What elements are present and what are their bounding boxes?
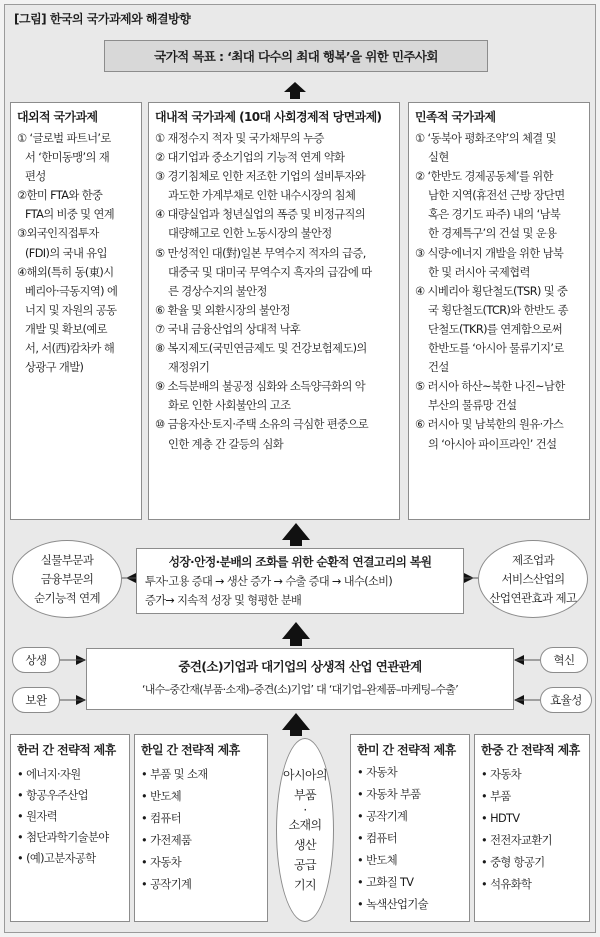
list-item: • 컴퓨터 (141, 808, 261, 830)
list-item: 편성 (25, 170, 46, 184)
hub-line: 기지 (294, 878, 316, 892)
list-item: • 녹색산업기술 (357, 894, 463, 916)
list-item: 혹은 경기도 파주) 내의 ‘남북 (428, 208, 561, 222)
list-item: ③ 식량·에너지 개발을 위한 남북 (415, 246, 564, 260)
up-arrow-middle (282, 523, 310, 546)
list-item: 재정위기 (168, 361, 210, 375)
hub-line: · (303, 803, 307, 817)
list-item: 개발 및 확보(예로 (25, 322, 107, 336)
list-item: 한 및 러시아 국제협력 (428, 265, 530, 279)
ellipse-line: 실물부문과 (40, 552, 94, 567)
hub-line: 생산 (294, 838, 316, 852)
list-item: ④해외(특히 동(東)시 (17, 265, 114, 279)
list-item: (FDI)의 국내 유입 (25, 246, 107, 260)
list-item: 과도한 가계부채로 인한 내수시장의 침체 (168, 189, 356, 203)
list-item: ②한미 FTA와 한중 (17, 189, 103, 203)
list-item: • 중형 항공기 (481, 852, 583, 874)
up-arrow-hub (282, 713, 310, 736)
list-item: ③외국인직접투자 (17, 227, 99, 241)
list-item: ② ‘한반도 경제공동체’를 위한 (415, 170, 553, 184)
ellipse-line: 제조업과 (511, 552, 555, 567)
national-goal-text: 국가적 목표 : ‘최대 다수의 최대 행복’을 위한 민주사회 (154, 49, 438, 64)
list-item: ⑥ 환율 및 외환시장의 불안정 (155, 303, 290, 317)
list-item: 단철도(TKR)를 연계함으로써 (428, 322, 563, 336)
hub-line: 부품 (294, 788, 316, 802)
korea-russia-list (17, 764, 123, 869)
list-item: 국 횡단철도(TCR)와 한반도 종 (428, 303, 568, 317)
list-item: • 가전제품 (141, 830, 261, 852)
list-item: ④ 대량실업과 청년실업의 폭증 및 비정규직의 (155, 208, 366, 222)
korea-us-alliance-box (350, 734, 470, 922)
efficiency-pill: 효율성 (540, 687, 592, 713)
manufacturing-service-ellipse (478, 540, 588, 618)
list-item: ① 재정수지 적자 및 국가채무의 누증 (155, 132, 324, 145)
real-financial-linkage-ellipse (12, 540, 122, 618)
figure-caption: [그림] 한국의 국가과제와 해결방향 (14, 12, 191, 26)
list-item: • 원자력 (17, 806, 123, 827)
circular-linkage-line1: 투자·고용 증대 → 생산 증가 → 수출 증대 → 내수(소비) (145, 575, 393, 588)
list-item: • HDTV (481, 808, 583, 830)
ellipse-line: 금융부문의 (40, 571, 94, 586)
list-item: ⑨ 소득분배의 불공정 심화와 소득양극화의 악 (155, 380, 366, 394)
list-item: • 자동차 (481, 764, 583, 786)
ellipse-line: 서비스산업의 (501, 571, 565, 586)
up-arrow-cooperation (282, 622, 310, 646)
list-item: • 부품 및 소재 (141, 764, 261, 786)
korea-china-list (481, 764, 583, 896)
foreign-tasks-title: 대외적 국가과제 (17, 110, 98, 124)
foreign-tasks-list (17, 129, 135, 377)
korea-russia-alliance-box (10, 734, 130, 922)
list-item: • 부품 (481, 786, 583, 808)
hub-line: 소재의 (288, 818, 322, 832)
domestic-tasks-box (148, 102, 400, 520)
list-item: • 공작기계 (141, 874, 261, 896)
list-item: ⑦ 국내 금융산업의 상대적 낙후 (155, 322, 301, 336)
list-item: ⑤ 러시아 하산~북한 나진~남한 (415, 380, 565, 394)
korea-japan-list (141, 764, 261, 896)
circular-linkage-line2: 증가→ 지속적 성장 및 형평한 분배 (145, 594, 302, 607)
list-item: ⑩ 금융자산·토지·주택 소유의 극심한 편중으로 (155, 418, 369, 432)
asia-parts-hub-ellipse (276, 738, 334, 922)
list-item: • 석유화학 (481, 874, 583, 896)
domestic-tasks-list (155, 129, 393, 454)
list-item: • 공작기계 (357, 806, 463, 828)
list-item: 화로 인한 사회불안의 고조 (168, 399, 291, 413)
hub-line: 공급 (294, 858, 316, 872)
up-arrow-goal (284, 82, 306, 99)
list-item: • 첨단과학기술분야 (17, 827, 123, 848)
list-item: • 반도체 (141, 786, 261, 808)
national-tasks-list (415, 129, 583, 454)
list-item: 른 경상수지의 불안정 (168, 284, 267, 298)
list-item: 남한 지역(휴전선 근방 장단면 (428, 189, 565, 203)
list-item: 대량해고로 인한 노동시장의 불안정 (168, 227, 332, 241)
list-item: FTA의 비중 및 연계 (25, 208, 115, 222)
foreign-tasks-box (10, 102, 142, 520)
list-item: ④ 시베리아 횡단철도(TSR) 및 중 (415, 284, 568, 298)
korea-japan-alliance-box (134, 734, 268, 922)
list-item: • 전전자교환기 (481, 830, 583, 852)
list-item: 인한 계층 간 갈등의 심화 (168, 437, 284, 451)
list-item: ① ‘동북아 평화조약’의 체결 및 (415, 132, 556, 145)
list-item: 상광구 개발) (25, 361, 84, 375)
list-item: 의 ‘아시아 파이프라인’ 건설 (428, 437, 557, 451)
list-item: • 자동차 (357, 762, 463, 784)
korea-us-title: 한미 간 전략적 제휴 (357, 743, 456, 757)
list-item: • 자동차 (141, 852, 261, 874)
sme-large-cooperation-box (86, 648, 514, 710)
cooperation-line: ‘내수–중간재(부품·소재)–중견(소)기업’ 대 ‘대기업–완제품–마케팅–수출’ (141, 683, 459, 696)
list-item: • 고화질 TV (357, 872, 463, 894)
list-item: • 항공우주산업 (17, 785, 123, 806)
list-item: 실현 (428, 151, 449, 165)
list-item: 한 경제특구’의 건설 및 운용 (428, 227, 557, 241)
list-item: ⑤ 만성적인 대(對)일본 무역수지 적자의 급증, (155, 246, 366, 260)
list-item: 베리아·극동지역) 에 (25, 284, 118, 298)
korea-china-alliance-box (474, 734, 590, 922)
circular-linkage-title: 성장·안정·분배의 조화를 위한 순환적 연결고리의 복원 (168, 555, 432, 569)
korea-japan-title: 한일 간 전략적 제휴 (141, 743, 240, 757)
korea-russia-title: 한러 간 전략적 제휴 (17, 743, 116, 757)
cooperation-title: 중견(소)기업과 대기업의 상생적 산업 연관관계 (178, 659, 422, 674)
complement-pill: 보완 (12, 687, 60, 713)
hub-line: 아시아의 (283, 768, 327, 782)
ellipse-line: 산업연관효과 제고 (489, 590, 577, 605)
list-item: ① ‘글로벌 파트너’로 (17, 132, 111, 145)
list-item: ⑥ 러시아 및 남북한의 원유·가스 (415, 418, 564, 432)
list-item: 한반도를 ‘아시아 물류기지’로 (428, 342, 564, 356)
list-item: 너지 및 자원의 공동 (25, 303, 117, 317)
national-tasks-title: 민족적 국가과제 (415, 110, 496, 124)
list-item: 건설 (428, 361, 449, 375)
ellipse-line: 순기능적 연계 (33, 590, 101, 605)
list-item: • 에너지·자원 (17, 764, 123, 785)
national-goal-box (104, 40, 488, 72)
list-item: 부산의 물류망 건설 (428, 399, 517, 413)
list-item: 서, 서(西)캄차카 해 (25, 342, 115, 356)
list-item: • 컴퓨터 (357, 828, 463, 850)
korea-us-list (357, 762, 463, 916)
list-item: 서 ‘한미동맹’의 재 (25, 151, 110, 165)
list-item: ② 대기업과 중소기업의 기능적 연계 약화 (155, 151, 345, 165)
national-tasks-box (408, 102, 590, 520)
list-item: • (예)고분자공학 (17, 848, 123, 869)
domestic-tasks-title: 대내적 국가과제 (10대 사회경제적 당면과제) (155, 110, 382, 124)
list-item: ③ 경기침체로 인한 저조한 기업의 설비투자와 (155, 170, 366, 184)
coexistence-pill: 상생 (12, 647, 60, 673)
list-item: • 자동차 부품 (357, 784, 463, 806)
innovation-pill: 혁신 (540, 647, 588, 673)
circular-linkage-box (136, 548, 464, 614)
list-item: 대중국 및 대미국 무역수지 흑자의 급감에 따 (168, 265, 372, 279)
list-item: ⑧ 복지제도(국민연금제도 및 건강보험제도)의 (155, 342, 367, 356)
list-item: • 반도체 (357, 850, 463, 872)
korea-china-title: 한중 간 전략적 제휴 (481, 743, 580, 757)
